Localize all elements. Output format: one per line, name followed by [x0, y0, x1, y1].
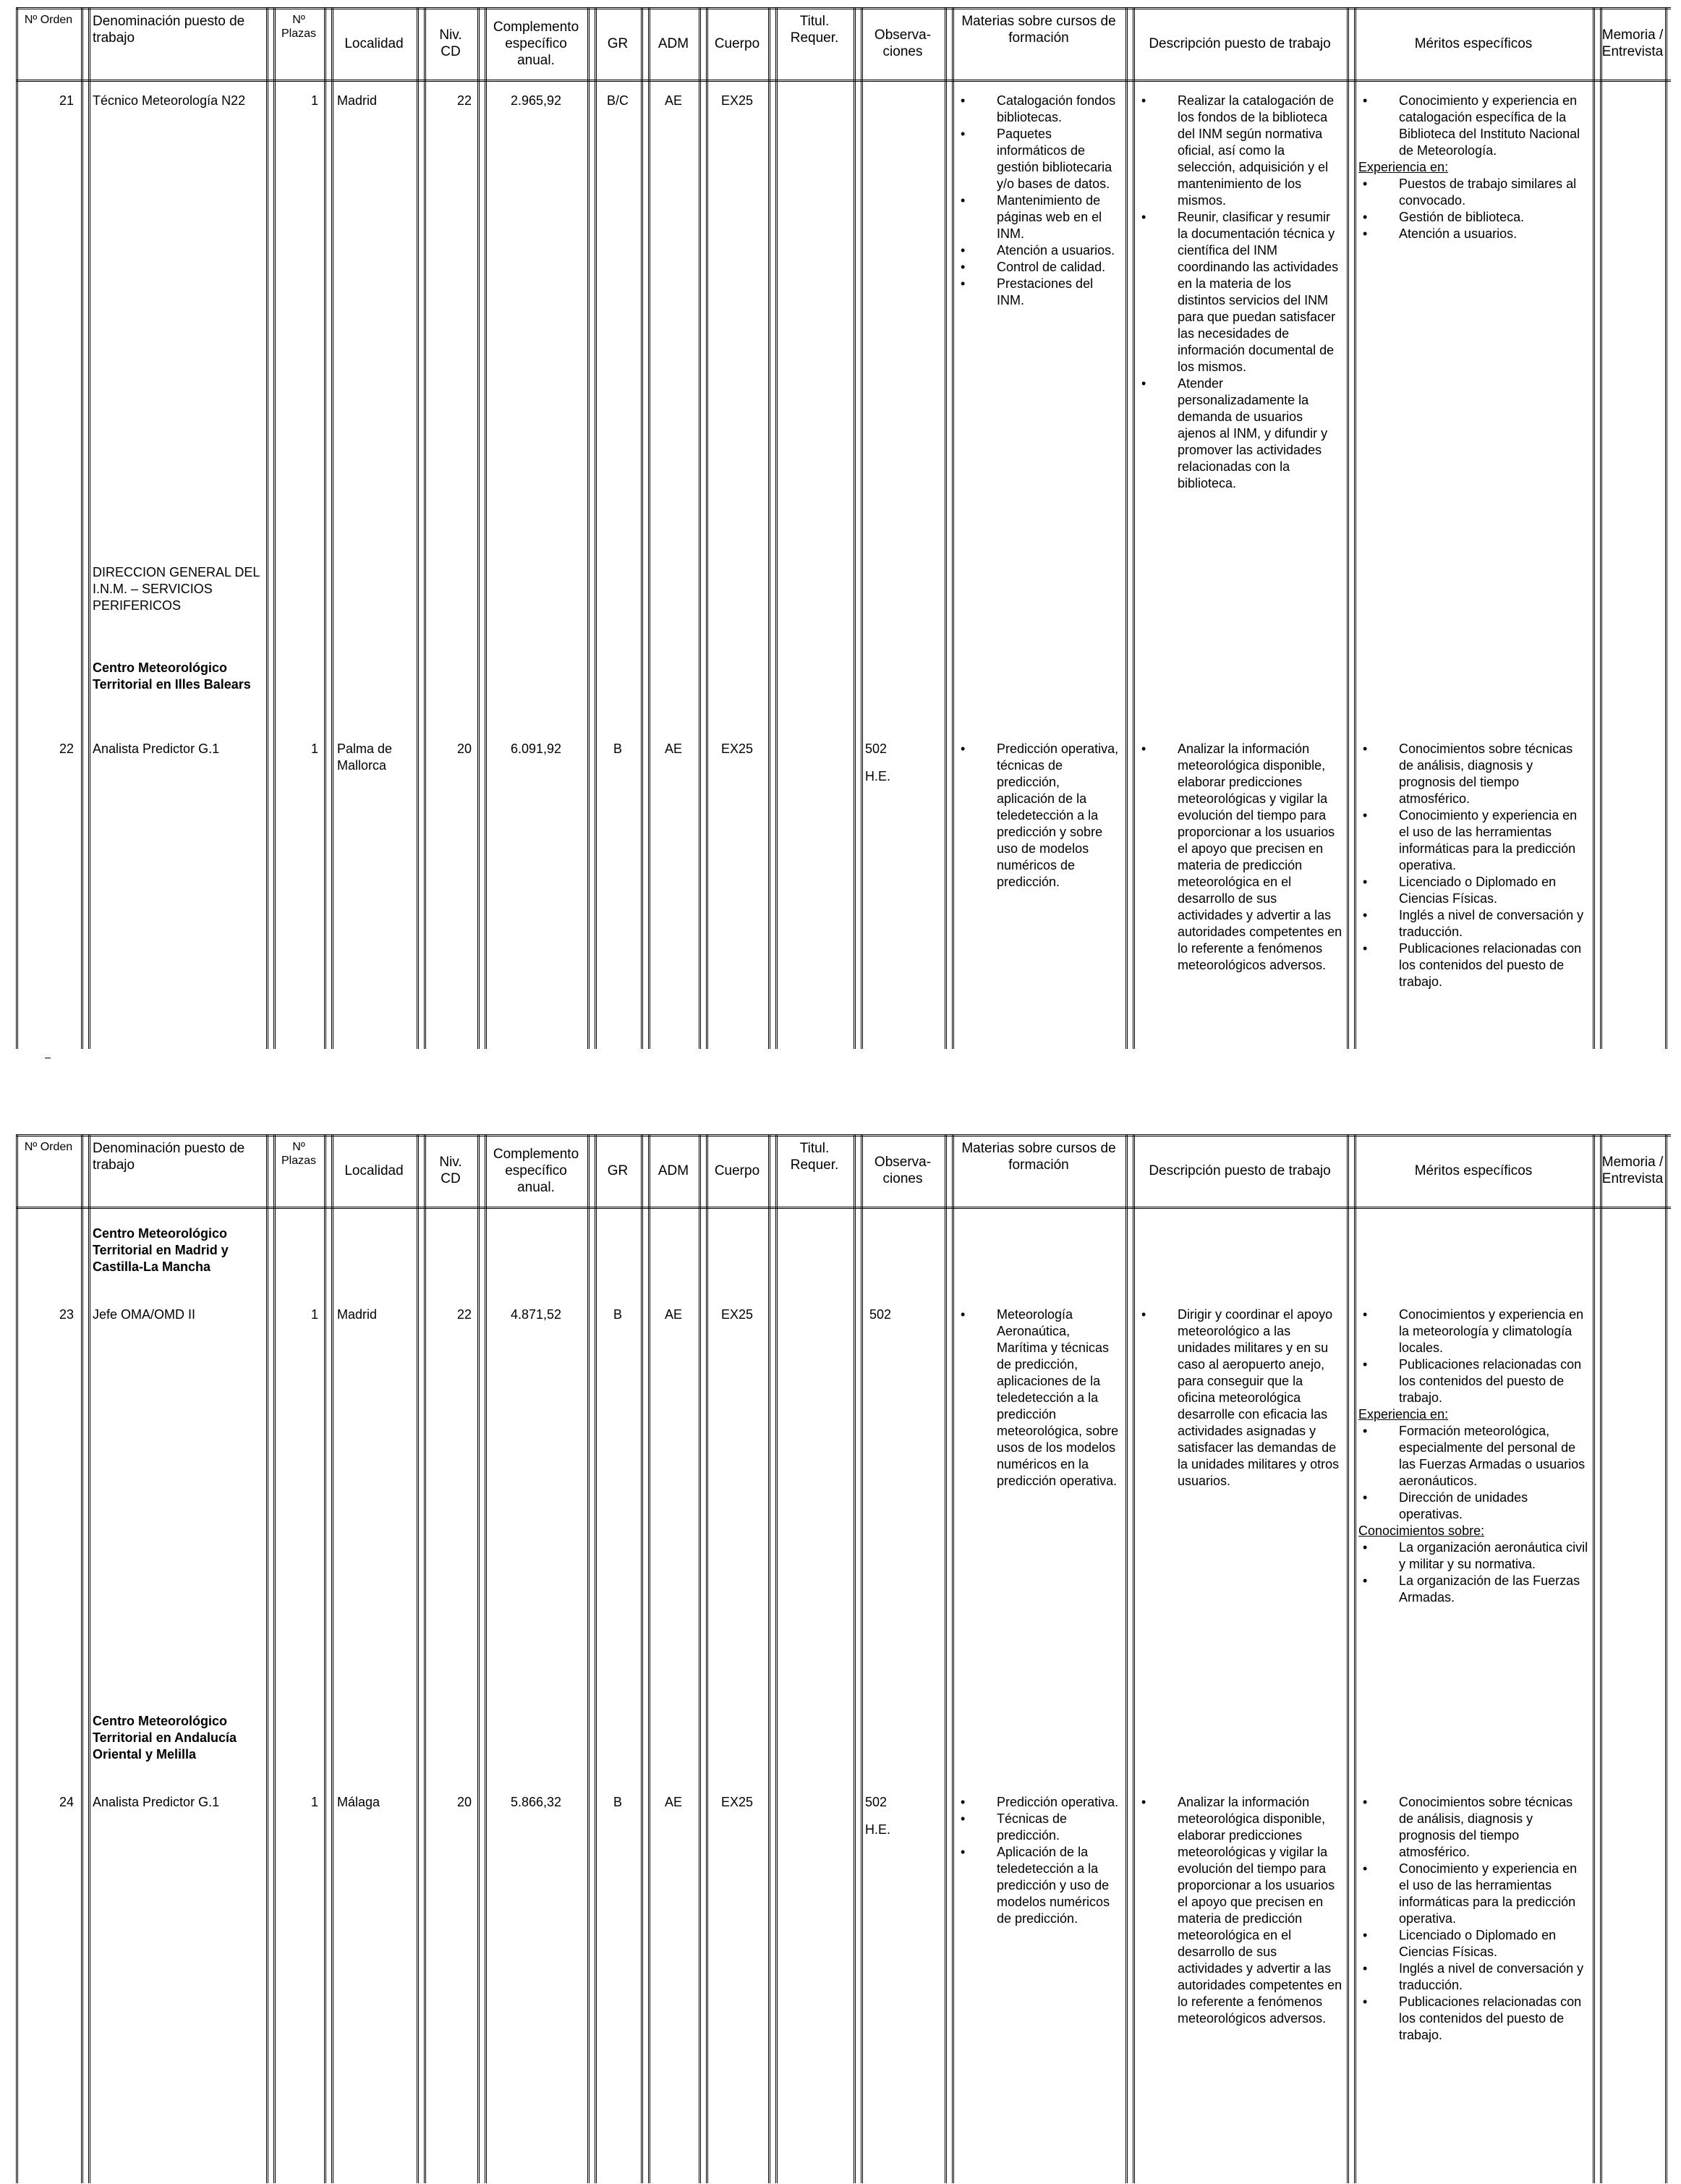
- row22-plazas: 1: [310, 742, 318, 756]
- row24-materias: [956, 1794, 1121, 1927]
- row24-nivel: 20: [456, 1795, 472, 1809]
- row22-observaciones-he: H.E.: [865, 769, 891, 783]
- row22-adm: AE: [664, 742, 682, 756]
- header-descripcion: Descripción puesto de trabajo: [1149, 1163, 1331, 1178]
- row24-descripcion: [1137, 1794, 1342, 2027]
- row21-nivel: 22: [456, 93, 472, 108]
- list-item: • Control de calidad.: [956, 259, 1121, 276]
- row24-plazas: 1: [310, 1795, 318, 1809]
- row23-orden: 23: [59, 1307, 74, 1322]
- list-item: • Licenciado o Diplomado en Ciencias Físicas.: [1358, 874, 1588, 907]
- list-item: • Conocimientos sobre técnicas de análisis, diagnosis y prognosis del tiempo atmosférico.: [1358, 1794, 1588, 1861]
- row23-nivel: 22: [456, 1307, 472, 1322]
- row21-orden: 21: [59, 93, 74, 108]
- list-item: • Atender personalizadamente la demanda de usuarios ajenos al INM, y difundir y promover las actividades relacionadas con la biblioteca.: [1137, 375, 1342, 492]
- row23-complemento: 4.871,52: [510, 1307, 562, 1322]
- list-item: • La organización de las Fuerzas Armadas.: [1358, 1573, 1588, 1606]
- row23-gr: B: [613, 1307, 622, 1322]
- header-materias: Materias sobre cursos de formación: [961, 14, 1116, 46]
- list-item: • Conocimientos sobre técnicas de análisis, diagnosis y prognosis del tiempo atmosférico.: [1358, 741, 1588, 807]
- section-baleares: Centro Meteorológico Territorial en Illes Balears: [93, 660, 251, 692]
- row23-observaciones: 502: [869, 1307, 892, 1322]
- list-item: • Conocimiento y experiencia en el uso de las herramientas informáticas para la predicción operativa.: [1358, 807, 1588, 874]
- list-item: • Conocimientos y experiencia en la meteorología y climatología locales.: [1358, 1306, 1588, 1356]
- list-item: • Conocimiento y experiencia en el uso de las herramientas informáticas para la predicción operativa.: [1358, 1861, 1588, 1927]
- header-nivel: Niv. CD: [439, 1155, 462, 1186]
- row21-plazas: 1: [310, 93, 318, 108]
- row24-cuerpo: EX25: [720, 1795, 754, 1809]
- list-item: • Predicción operativa, técnicas de predicción, aplicación de la teledetección a la predicción y sobre uso de modelos numéricos de predicción.: [956, 741, 1121, 891]
- list-item: • Publicaciones relacionadas con los contenidos del puesto de trabajo.: [1358, 1994, 1588, 2044]
- row21-localidad: Madrid: [337, 93, 378, 108]
- row21-cuerpo: EX25: [720, 93, 754, 108]
- list-item: • Analizar la información meteorológica disponible, elaborar predicciones meteorológicas y vigilar la evolución del tiempo para proporcionar a los usuarios el apoyo que precisen en materia de predicción meteorológica en el desarrollo de sus actividades y advertir a las autoridades competentes en lo referente a fenómenos meteorológicos adversos.: [1137, 741, 1342, 974]
- list-item: • Inglés a nivel de conversación y traducción.: [1358, 907, 1588, 940]
- row23-meritos: [1358, 1306, 1588, 1606]
- header-denominacion: Denominación puesto de trabajo: [93, 14, 245, 46]
- section-andalucia: Centro Meteorológico Territorial en Andalucía Oriental y Melilla: [93, 1714, 237, 1762]
- row24-meritos: [1358, 1794, 1588, 2044]
- header-meritos: Méritos específicos: [1414, 35, 1533, 51]
- list-item: • Atención a usuarios.: [1358, 226, 1588, 242]
- header-gr: GR: [607, 35, 629, 51]
- row21-materias: [956, 93, 1121, 309]
- header-adm: ADM: [657, 1163, 689, 1178]
- header-titul: Titul. Requer.: [790, 14, 839, 46]
- list-item: • Reunir, clasificar y resumir la documentación técnica y científica del INM coordinando las actividades en la materia de los distintos servicios del INM para que puedan satisfacer las necesidades de información documental de los mismos.: [1137, 209, 1342, 375]
- header-plazas: Nº Plazas: [281, 1141, 317, 1167]
- list-item: • Atención a usuarios.: [956, 242, 1121, 259]
- row24-denominacion: Analista Predictor G.1: [93, 1795, 220, 1809]
- row22-denominacion: Analista Predictor G.1: [93, 742, 220, 756]
- header-localidad: Localidad: [344, 35, 404, 51]
- row23-materias: [956, 1306, 1121, 1490]
- row24-localidad: Málaga: [337, 1795, 380, 1809]
- header-meritos: Méritos específicos: [1414, 1163, 1533, 1178]
- list-item: • Mantenimiento de páginas web en el INM.: [956, 192, 1121, 242]
- section-direccion-general: DIRECCION GENERAL DEL I.N.M. – SERVICIOS PERIFERICOS: [93, 565, 260, 613]
- row22-materias: [956, 741, 1121, 891]
- list-item: • Meteorología Aeronaútica, Marítima y técnicas de predicción, aplicaciones de la teledetección a la predicción meteorológica, sobre usos de los modelos numéricos en la predicción operativa.: [956, 1306, 1121, 1490]
- meritos-subheading: Conocimientos sobre:: [1358, 1524, 1485, 1538]
- list-item: • Puestos de trabajo similares al convocado.: [1358, 176, 1588, 209]
- row22-orden: 22: [59, 742, 74, 756]
- header-denominacion: Denominación puesto de trabajo: [93, 1141, 245, 1173]
- row21-descripcion: [1137, 93, 1342, 492]
- row23-adm: AE: [664, 1307, 682, 1322]
- list-item: • Paquetes informáticos de gestión bibliotecaria y/o bases de datos.: [956, 126, 1121, 192]
- row22-localidad: Palma de Mallorca: [337, 742, 393, 773]
- list-item: • Inglés a nivel de conversación y traducción.: [1358, 1960, 1588, 1994]
- row22-cuerpo: EX25: [720, 742, 754, 756]
- header-descripcion: Descripción puesto de trabajo: [1149, 35, 1331, 51]
- row21-complemento: 2.965,92: [510, 93, 562, 108]
- meritos-subheading: Experiencia en:: [1358, 1407, 1449, 1422]
- row22-descripcion: [1137, 741, 1342, 974]
- row23-denominacion: Jefe OMA/OMD II: [93, 1307, 196, 1322]
- header-adm: ADM: [657, 35, 689, 51]
- header-nivel: Niv. CD: [439, 27, 462, 59]
- list-item: • Aplicación de la teledetección a la predicción y uso de modelos numéricos de predicción.: [956, 1844, 1121, 1927]
- list-item: • Formación meteorológica, especialmente del personal de las Fuerzas Armadas o usuarios aeronáuticos.: [1358, 1423, 1588, 1490]
- list-item: • Publicaciones relacionadas con los contenidos del puesto de trabajo.: [1358, 1356, 1588, 1406]
- row21-gr: B/C: [606, 93, 629, 108]
- header-memoria: Memoria / Entrevista: [1601, 27, 1664, 59]
- row22-meritos: [1358, 741, 1588, 990]
- list-item: • Predicción operativa.: [956, 1794, 1121, 1811]
- header-complemento: Complemento específico anual.: [493, 19, 579, 68]
- list-item: • Conocimiento y experiencia en catalogación específica de la Biblioteca del Instituto Nacional de Meteorología.: [1358, 93, 1588, 159]
- list-item: • Analizar la información meteorológica disponible, elaborar predicciones meteorológicas y vigilar la evolución del tiempo para proporcionar a los usuarios el apoyo que precisen en materia de predicción meteorológica en el desarrollo de sus actividades y advertir a las autoridades competentes en lo referente a fenómenos meteorológicos adversos.: [1137, 1794, 1342, 2027]
- list-item: • Publicaciones relacionadas con los contenidos del puesto de trabajo.: [1358, 940, 1588, 990]
- row24-gr: B: [613, 1795, 622, 1809]
- row23-cuerpo: EX25: [720, 1307, 754, 1322]
- row23-localidad: Madrid: [337, 1307, 378, 1322]
- header-memoria: Memoria / Entrevista: [1601, 1155, 1664, 1186]
- header-orden: Nº Orden: [24, 14, 73, 26]
- section-madrid: Centro Meteorológico Territorial en Madrid y Castilla-La Mancha: [93, 1226, 229, 1274]
- row24-complemento: 5.866,32: [510, 1795, 562, 1809]
- header-cuerpo: Cuerpo: [714, 35, 760, 51]
- list-item: • Dirigir y coordinar el apoyo meteorológico a las unidades militares y en su caso al aeropuerto anejo, para conseguir que la oficina meteorológica desarrolle con eficacia las actividades asignadas y satisfacer las demandas de la unidades militares y otros usuarios.: [1137, 1306, 1342, 1490]
- row24-observaciones: 502: [865, 1795, 888, 1809]
- header-plazas: Nº Plazas: [281, 14, 317, 40]
- row22-complemento: 6.091,92: [510, 742, 562, 756]
- header-divider: [16, 1207, 1671, 1209]
- header-observaciones: Observa- ciones: [874, 1155, 932, 1186]
- row21-adm: AE: [664, 93, 682, 108]
- row22-gr: B: [613, 742, 622, 756]
- row21-meritos: [1358, 93, 1588, 242]
- list-item: • Licenciado o Diplomado en Ciencias Físicas.: [1358, 1927, 1588, 1960]
- table-block-1: [16, 7, 1671, 1049]
- list-item: • La organización aeronáutica civil y militar y su normativa.: [1358, 1539, 1588, 1573]
- row24-orden: 24: [59, 1795, 74, 1809]
- header-divider: [16, 80, 1671, 82]
- row21-denominacion: Técnico Meteorología N22: [93, 93, 246, 108]
- list-item: • Dirección de unidades operativas.: [1358, 1490, 1588, 1523]
- header-observaciones: Observa- ciones: [874, 27, 932, 59]
- row24-observaciones-he: H.E.: [865, 1822, 891, 1837]
- header-complemento: Complemento específico anual.: [493, 1146, 579, 1195]
- header-titul: Titul. Requer.: [790, 1141, 839, 1173]
- row22-observaciones: 502: [865, 742, 888, 756]
- row23-plazas: 1: [310, 1307, 318, 1322]
- row23-descripcion: [1137, 1306, 1342, 1490]
- header-materias: Materias sobre cursos de formación: [961, 1141, 1116, 1173]
- list-item: • Catalogación fondos bibliotecas.: [956, 93, 1121, 126]
- header-gr: GR: [607, 1163, 629, 1178]
- header-localidad: Localidad: [344, 1163, 404, 1178]
- meritos-subheading: Experiencia en:: [1358, 160, 1449, 174]
- row22-nivel: 20: [456, 742, 472, 756]
- table-block-2: [16, 1134, 1671, 2183]
- header-cuerpo: Cuerpo: [714, 1163, 760, 1178]
- row24-adm: AE: [664, 1795, 682, 1809]
- list-item: • Gestión de biblioteca.: [1358, 209, 1588, 226]
- list-item: • Prestaciones del INM.: [956, 276, 1121, 309]
- list-item: • Técnicas de predicción.: [956, 1811, 1121, 1844]
- header-orden: Nº Orden: [24, 1141, 73, 1153]
- list-item: • Realizar la catalogación de los fondos de la biblioteca del INM según normativa oficial, así como la selección, adquisición y el mantenimiento de los mismos.: [1137, 93, 1342, 209]
